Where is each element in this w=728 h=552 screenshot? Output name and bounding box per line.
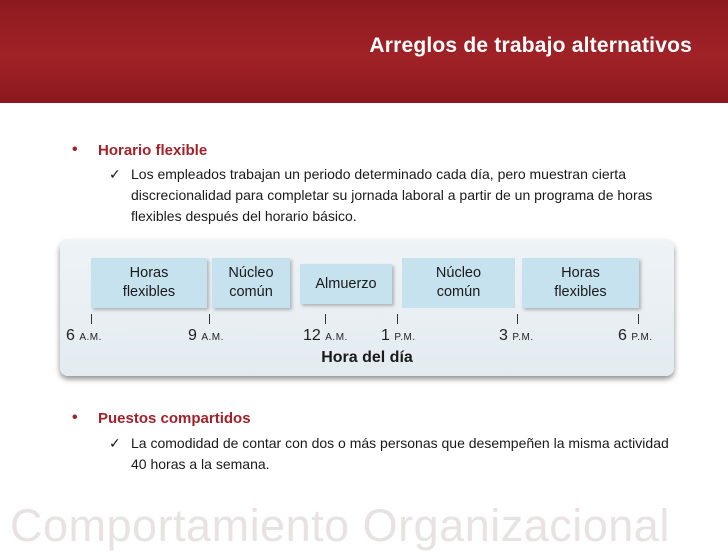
axis-tick bbox=[325, 314, 326, 324]
block-label: flexibles bbox=[554, 284, 607, 300]
block-label: Almuerzo bbox=[315, 275, 377, 292]
sub-bullet-text: Los empleados trabajan un periodo determinado cada día, pero muestran cierta discrecionalidad para completar su jornada laboral a partir de un programa de horas flexibles después del horario básico. bbox=[131, 166, 653, 224]
footer-watermark: Comportamiento Organizacional bbox=[10, 500, 670, 551]
sub-bullet-text: La comodidad de contar con dos o más personas que desempeñen la misma actividad 40 horas a la semana. bbox=[131, 435, 669, 472]
checkmark-icon: ✓ bbox=[109, 166, 121, 182]
bullet-puestos-compartidos bbox=[72, 409, 251, 427]
tick-ampm: A.M. bbox=[325, 332, 348, 343]
tick-label-6pm bbox=[618, 327, 653, 345]
tick-ampm: P.M. bbox=[631, 332, 653, 343]
axis-title: Hora del día bbox=[321, 349, 413, 366]
tick-ampm: P.M. bbox=[394, 332, 416, 343]
bullet-dot-icon: • bbox=[72, 141, 78, 158]
tick-number: 1 bbox=[381, 327, 390, 344]
block-label: Horas bbox=[561, 265, 600, 281]
block-label: común bbox=[229, 284, 273, 300]
block-lunch bbox=[300, 264, 392, 304]
axis-tick bbox=[397, 314, 398, 324]
block-label: Núcleo bbox=[435, 265, 482, 281]
block-label: flexibles bbox=[122, 284, 176, 300]
sub-bullet-flexible bbox=[109, 164, 676, 227]
slide-title: Arreglos de trabajo alternativos bbox=[369, 34, 692, 57]
axis-tick bbox=[517, 314, 518, 324]
axis-tick bbox=[638, 314, 639, 324]
tick-label-12am bbox=[303, 327, 348, 345]
bullet-dot-icon: • bbox=[72, 409, 78, 426]
block-core-morning bbox=[212, 258, 290, 308]
block-label: Núcleo bbox=[228, 265, 274, 281]
tick-label-1pm bbox=[381, 327, 416, 345]
tick-ampm: A.M. bbox=[79, 332, 102, 343]
tick-label-9am bbox=[188, 327, 224, 345]
flextime-diagram bbox=[60, 240, 674, 376]
tick-number: 3 bbox=[499, 327, 508, 344]
tick-label-6am bbox=[66, 327, 102, 345]
tick-ampm: P.M. bbox=[512, 332, 534, 343]
tick-ampm: A.M. bbox=[201, 332, 224, 343]
checkmark-icon: ✓ bbox=[109, 435, 121, 451]
block-label: Horas bbox=[129, 265, 169, 281]
tick-number: 6 bbox=[66, 327, 75, 344]
bullet-horario-flexible bbox=[72, 141, 208, 159]
tick-number: 6 bbox=[618, 327, 627, 344]
tick-number: 12 bbox=[303, 327, 321, 344]
bullet-heading: Puestos compartidos bbox=[98, 410, 251, 427]
block-flex-hours-morning bbox=[91, 258, 207, 308]
block-label: común bbox=[436, 284, 481, 300]
block-flex-hours-afternoon bbox=[522, 258, 639, 308]
bullet-heading: Horario flexible bbox=[98, 142, 208, 159]
axis-tick bbox=[91, 314, 92, 324]
tick-label-3pm bbox=[499, 327, 534, 345]
sub-bullet-shared bbox=[109, 433, 676, 475]
title-bar bbox=[0, 0, 728, 103]
axis-tick bbox=[209, 314, 210, 324]
block-core-afternoon bbox=[402, 258, 515, 308]
tick-number: 9 bbox=[188, 327, 197, 344]
